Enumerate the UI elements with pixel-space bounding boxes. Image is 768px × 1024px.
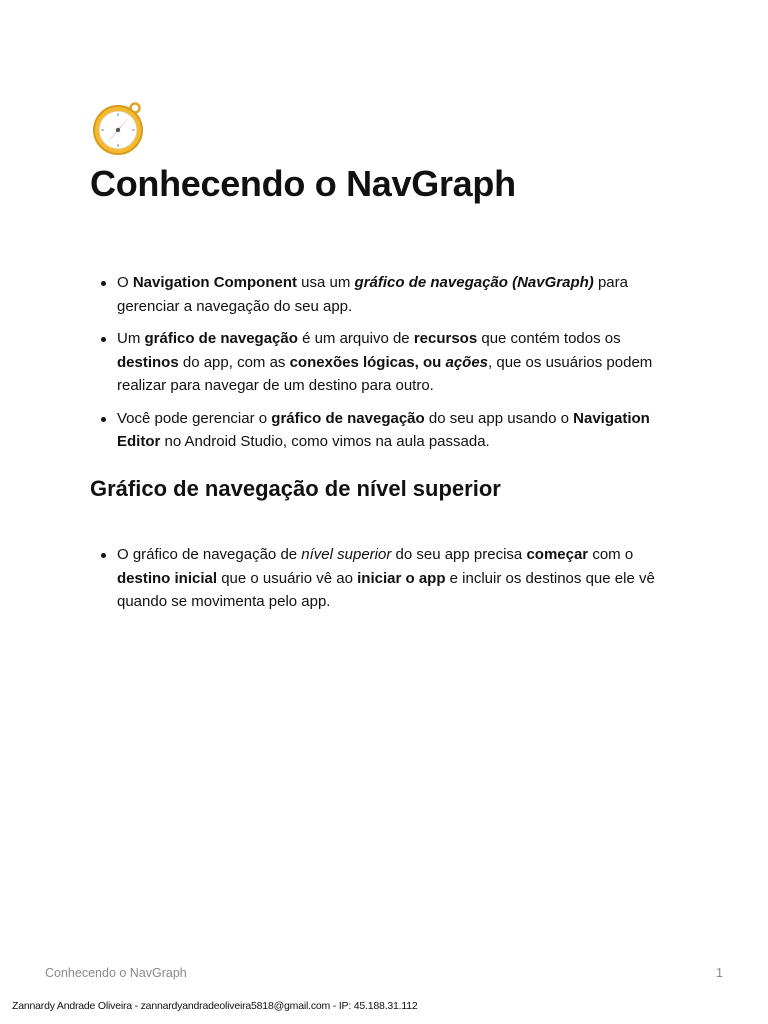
- watermark-text: Zannardy Andrade Oliveira - zannardyandradeoliveira5818@gmail.com - IP: 45.188.31.112: [12, 1000, 418, 1012]
- text-segment: destino inicial: [117, 569, 218, 587]
- text-segment: gráfico de navegação (NavGraph): [354, 274, 594, 291]
- section-heading: Gráfico de navegação de nível superior: [90, 476, 501, 501]
- text-segment: Um: [117, 330, 145, 347]
- text-segment: O gráfico de navegação de: [117, 546, 302, 563]
- text-segment: para gerenciar a navegação do seu app.: [117, 274, 628, 315]
- text-segment: Navigation Editor: [117, 409, 650, 450]
- text-segment: do seu app usando o: [424, 409, 574, 427]
- text-segment: destinos: [117, 353, 179, 371]
- compass-icon: [90, 100, 146, 156]
- text-segment: conexões lógicas, ou: [289, 353, 446, 371]
- bullet-list-intro: [90, 271, 670, 463]
- text-segment: O: [117, 274, 133, 291]
- text-segment: que o usuário vê ao: [217, 569, 358, 587]
- text-segment: começar: [526, 546, 589, 563]
- text-segment: Você pode gerenciar o: [117, 409, 272, 427]
- text-segment: nível superior: [301, 546, 392, 563]
- text-segment: Navigation Component: [132, 274, 298, 291]
- list-item: [90, 407, 670, 454]
- text-segment: iniciar o app: [357, 569, 446, 587]
- footer-document-title: Conhecendo o NavGraph: [45, 966, 187, 980]
- bullet-list-top-level: [90, 543, 670, 623]
- page-title: Conhecendo o NavGraph: [90, 163, 516, 204]
- text-segment: gráfico de navegação: [271, 409, 425, 427]
- text-segment: usa um: [297, 274, 355, 291]
- footer-page-number: 1: [716, 966, 723, 980]
- text-segment: que contém todos os: [477, 330, 621, 347]
- list-item: [90, 543, 670, 614]
- list-item: [90, 327, 670, 398]
- list-item: [90, 271, 670, 318]
- text-segment: e incluir os destinos que ele vê quando se movimenta pelo app.: [117, 569, 655, 610]
- text-segment: recursos: [413, 330, 478, 347]
- text-segment: gráfico de navegação: [144, 330, 298, 347]
- text-segment: do seu app precisa: [391, 546, 527, 563]
- text-segment: no Android Studio, como vimos na aula passada.: [160, 433, 490, 450]
- text-segment: ações: [445, 353, 489, 371]
- text-segment: é um arquivo de: [297, 330, 414, 347]
- text-segment: com o: [588, 546, 634, 563]
- text-segment: do app, com as: [178, 353, 290, 371]
- text-segment: , que os usuários podem realizar para navegar de um destino para outro.: [117, 353, 653, 394]
